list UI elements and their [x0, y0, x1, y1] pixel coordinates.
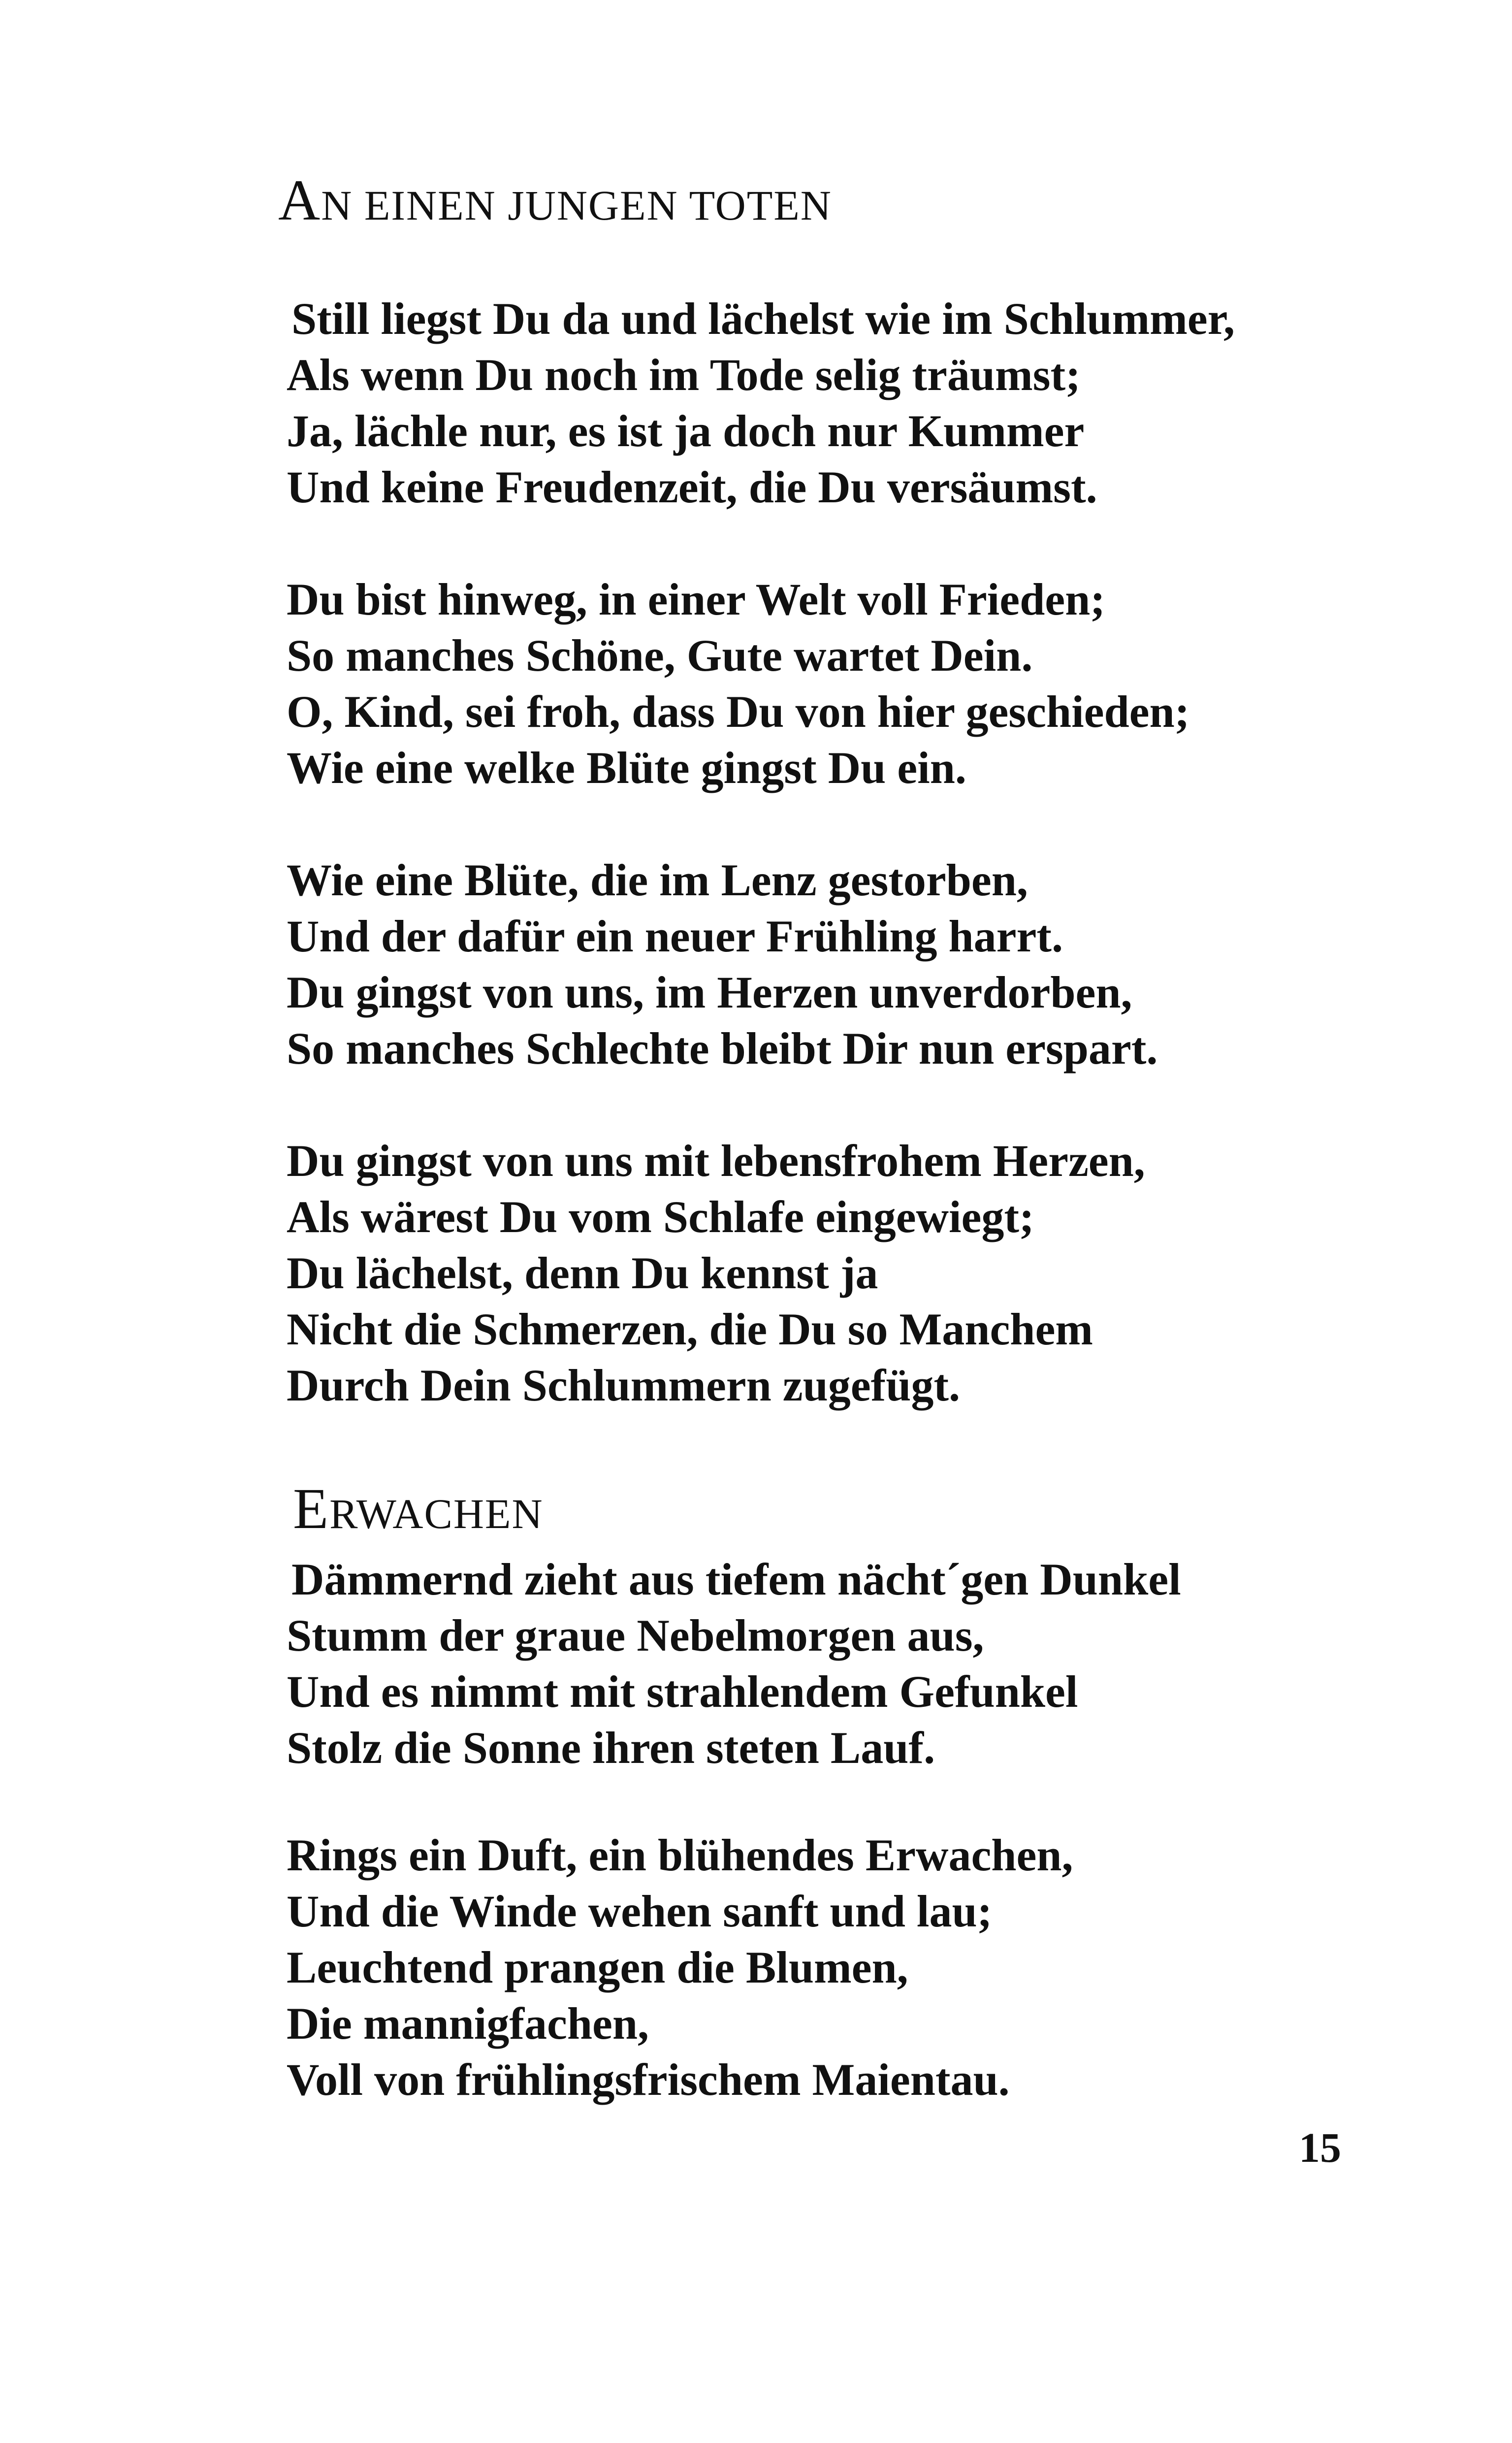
poem-title-rest: N EINEN JUNGEN TOTEN	[321, 182, 832, 229]
poem-title-rest: RWACHEN	[329, 1490, 544, 1537]
verse-line: So manches Schlechte bleibt Dir nun erspart.	[287, 1023, 1158, 1074]
poem-title	[293, 1476, 544, 1541]
verse-line: Du lächelst, denn Du kennst ja	[287, 1248, 878, 1298]
verse-line: Wie eine welke Blüte gingst Du ein.	[287, 743, 966, 793]
stanza	[287, 1827, 1073, 2108]
verse-line: Durch Dein Schlummern zugefügt.	[287, 1360, 961, 1410]
verse-line: Und keine Freudenzeit, die Du versäumst.	[287, 462, 1097, 512]
poem-title-initial: A	[278, 168, 322, 232]
verse-line: So manches Schöne, Gute wartet Dein.	[287, 630, 1033, 681]
verse-line: Voll von frühlingsfrischem Maientau.	[287, 2054, 1010, 2105]
verse-line: Und der dafür ein neuer Frühling harrt.	[287, 911, 1063, 961]
verse-line: Als wärest Du vom Schlafe eingewiegt;	[287, 1192, 1034, 1242]
verse-line: Rings ein Duft, ein blühendes Erwachen,	[287, 1830, 1073, 1880]
verse-line: Als wenn Du noch im Tode selig träumst;	[287, 350, 1081, 400]
verse-line: Still liegst Du da und lächelst wie im Schlummer,	[291, 293, 1235, 344]
stanza	[287, 291, 1235, 515]
verse-line: Die mannigfachen,	[287, 1998, 649, 2049]
verse-line: Stumm der graue Nebelmorgen aus,	[287, 1610, 984, 1661]
verse-line: Du bist hinweg, in einer Welt voll Frieden;	[287, 574, 1105, 624]
stanza	[287, 571, 1190, 796]
verse-line: Und die Winde wehen sanft und lau;	[287, 1886, 993, 1936]
stanza	[287, 1551, 1181, 1776]
verse-line: Leuchtend prangen die Blumen,	[287, 1942, 908, 1992]
verse-line: Du gingst von uns, im Herzen unverdorben,	[287, 967, 1132, 1017]
stanza	[287, 852, 1158, 1076]
verse-line: Du gingst von uns mit lebensfrohem Herzen,	[287, 1136, 1145, 1186]
poem-title-initial: E	[293, 1476, 330, 1541]
page-number: 15	[1299, 2124, 1341, 2171]
stanza	[287, 1133, 1145, 1413]
verse-line: O, Kind, sei froh, dass Du von hier geschieden;	[287, 686, 1190, 737]
verse-line: Dämmernd zieht aus tiefem nächt´gen Dunkel	[291, 1554, 1181, 1604]
verse-line: Stolz die Sonne ihren steten Lauf.	[287, 1723, 935, 1773]
verse-line: Ja, lächle nur, es ist ja doch nur Kummer	[287, 406, 1085, 456]
verse-line: Und es nimmt mit strahlendem Gefunkel	[287, 1666, 1078, 1717]
verse-line: Wie eine Blüte, die im Lenz gestorben,	[287, 855, 1028, 905]
verse-line: Nicht die Schmerzen, die Du so Manchem	[287, 1304, 1093, 1354]
poem-title	[278, 168, 832, 232]
